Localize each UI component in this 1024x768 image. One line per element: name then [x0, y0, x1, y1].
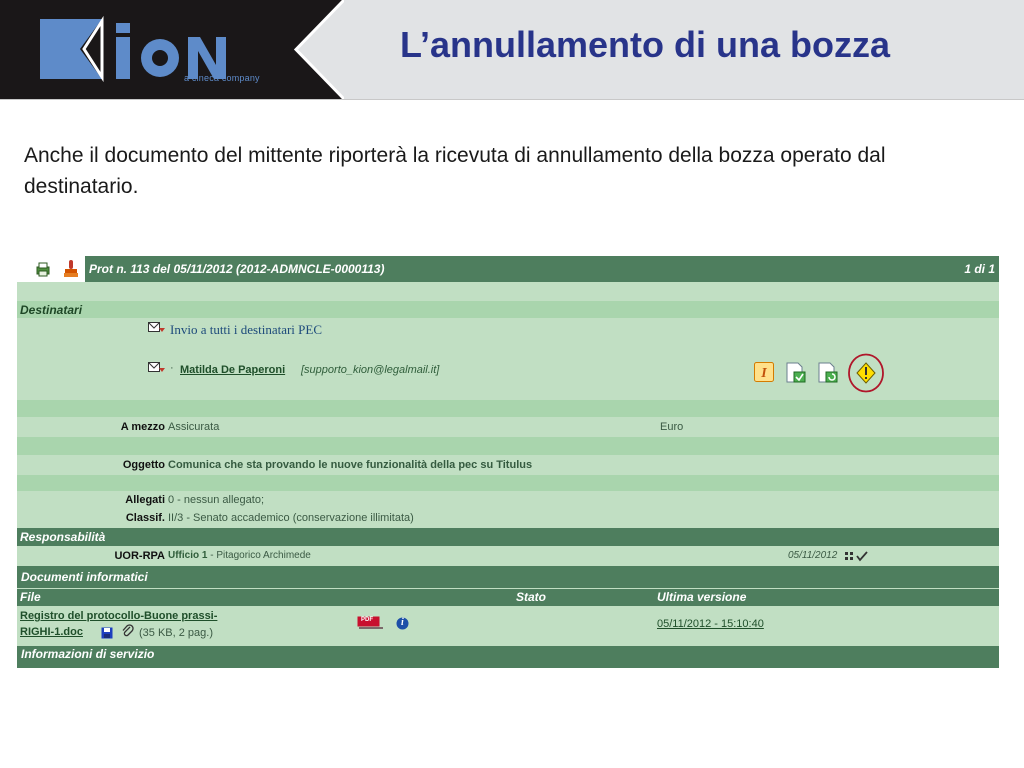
file-name-line1[interactable]: Registro del protocollo-Buone prassi-: [20, 610, 218, 622]
print-icon[interactable]: [35, 261, 51, 277]
destinatari-section: [17, 318, 999, 400]
spacer-row: [17, 400, 999, 417]
recipient-bullet: ·: [170, 362, 174, 374]
oggetto-value: Comunica che sta provando le nuove funzionalità della pec su Titulus: [168, 459, 533, 471]
destinatari-label: Destinatari: [20, 303, 83, 317]
responsabilita-header: [17, 528, 999, 546]
protocol-toolbar: [17, 256, 85, 282]
allegati-classif-section: [17, 491, 999, 528]
svg-text:I: I: [761, 366, 767, 381]
oggetto-label: Oggetto: [122, 459, 165, 471]
stamp-icon[interactable]: [63, 259, 79, 279]
annulment-warning-icon[interactable]: [847, 353, 885, 393]
uor-person: - Pitagorico Archimede: [207, 550, 311, 561]
protocol-title: Prot n. 113 del 05/11/2012 (2012-ADMNCLE-0000113): [89, 262, 385, 276]
receipt-refresh-icon[interactable]: [817, 362, 839, 384]
header-divider: [0, 99, 1024, 100]
documenti-header: [17, 566, 999, 588]
currency-label: Euro: [660, 421, 684, 433]
classif-label: Classif.: [125, 512, 165, 524]
informazioni-label: Informazioni di servizio: [21, 647, 155, 661]
file-version-link[interactable]: 05/11/2012 - 15:10:40: [657, 618, 764, 630]
recipient-name[interactable]: Matilda De Paperoni: [180, 364, 286, 376]
responsabilita-label: Responsabilità: [20, 530, 106, 544]
spacer-row: [17, 437, 999, 455]
envelope-send-icon[interactable]: [148, 322, 166, 334]
classif-value: II/3 - Senato accademico (conservazione illimitata): [168, 512, 414, 524]
info-letter: i: [401, 617, 404, 628]
intro-text: Anche il documento del mittente riporterà la ricevuta di annullamento della bozza operato dal destinatario.: [24, 144, 886, 198]
file-name-line2[interactable]: RIGHI-1.doc: [20, 626, 83, 638]
uor-row: [17, 546, 999, 566]
spacer-row: [17, 282, 999, 301]
destinatari-header: [17, 301, 999, 318]
a-mezzo-label: A mezzo: [120, 421, 165, 433]
a-mezzo-value: Assicurata: [168, 421, 220, 433]
page-title: L’annullamento di una bozza: [400, 24, 891, 65]
protocol-record-screenshot: [17, 256, 999, 661]
logo-tagline: a cineca company: [184, 73, 260, 83]
allegati-value: 0 - nessun allegato;: [168, 494, 265, 506]
document-row: [17, 606, 999, 646]
documenti-columns: [17, 588, 999, 607]
col-ultima-versione: Ultima versione: [657, 590, 747, 604]
receipt-document-icon[interactable]: [785, 362, 807, 384]
invio-pec-link[interactable]: Invio a tutti i destinatari PEC: [170, 322, 323, 337]
informazioni-header: [17, 646, 999, 668]
a-mezzo-row: [17, 417, 999, 437]
col-file: File: [20, 590, 41, 604]
attachment-icon[interactable]: [121, 625, 135, 639]
spacer-row: [17, 475, 999, 491]
uor-date: 05/11/2012: [788, 550, 838, 561]
envelope-send-icon[interactable]: [148, 362, 166, 374]
status-icons: [844, 551, 868, 561]
file-info: (35 KB, 2 pag.): [139, 627, 213, 639]
uor-office: Ufficio 1: [168, 550, 208, 561]
allegati-label: Allegati: [125, 494, 165, 506]
protocol-title-bar: [17, 256, 999, 282]
uor-value: [168, 550, 311, 561]
interop-icon[interactable]: [754, 362, 774, 382]
documenti-label: Documenti informatici: [21, 570, 148, 584]
uor-label: UOR-RPA: [114, 550, 165, 562]
oggetto-row: [17, 455, 999, 475]
recipient-email: [supporto_kion@legalmail.it]: [301, 364, 440, 376]
page-counter: 1 di 1: [964, 262, 995, 276]
save-icon[interactable]: [101, 627, 113, 639]
pdf-badge: PDF: [361, 617, 373, 623]
col-stato: Stato: [516, 590, 546, 604]
